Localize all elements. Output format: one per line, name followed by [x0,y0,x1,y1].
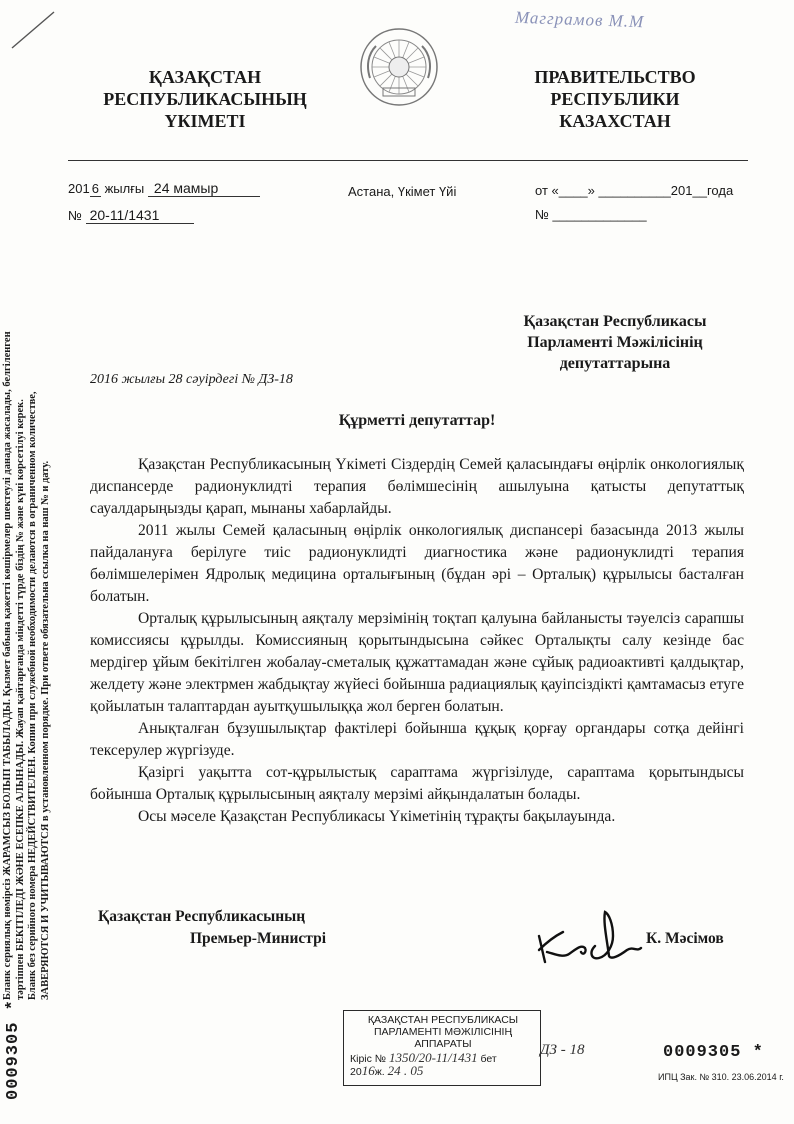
signatory-position [98,906,428,950]
registration-stamp [343,1010,541,1086]
side-note-line: Бланк без серийного номера НЕДЕЙСТВИТЕЛЕН. Копии при служебной необходимости делаются в ограниченном количестве, [27,391,38,1000]
body-paragraph: Орталық құрылысының аяқталу мерзімінің тоқтап қалуына байланысты тәуелсіз сарапшы комиссиясы құрылды. Комиссияның қорытындысына сәйкес Орталықты салу кезінде бас мердігер ұйым бекітілген жобалау-сметалық құжаттамадан және сұйық радиоактивті қалдықтар, желдету және электрмен жабдықтау жүйесі бойынша радиациялық қауіпсіздікті қамтамасыз етуге қойылатын талаптардан ауытқушылыққа жол берген болатын. [90,610,744,715]
date-kz [68,180,260,197]
number-kz [68,207,194,224]
org-kz-line: ҚАЗАҚСТАН [148,67,262,87]
stamp-year-value: 16 [361,1063,375,1078]
addressee-line: Қазақстан Республикасы [523,313,707,330]
addressee-line: депутаттарына [559,355,671,372]
org-kz-line: ҮКІМЕТІ [164,111,246,131]
stamp-bet-label: бет [480,1053,497,1065]
number-kz-value: 20-11/1431 [86,207,194,224]
state-emblem-icon [358,26,440,108]
side-note-line: Бланк сериялық нөмірсіз ЖАРАМСЫЗ БОЛЫП ТАБЫЛАДЫ. Қызмет бабына қажетті көшірмелер шектеулі данада жасалады, белгіленген [2,331,13,1000]
org-ru-line: РЕСПУБЛИКИ [550,89,680,109]
body-paragraph: Қазіргі уақытта сот-құрылыстық сараптама жүргізілуде, сараптама қорытындысы бойынша Орталық құрылысының аяқталу мерзімі айқындалатын болады. [90,764,744,803]
number-ru: № _____________ [535,207,647,222]
letter-body [90,454,744,828]
body-paragraph: 2011 жылы Семей қаласының өңірлік онкологиялық диспансері базасында 2013 жылы пайдалануға берілуге тиіс радионуклидті диагностика және радионуклидті терапия бөлімшелерімен Ядролық медицина орталығының (бұдан әрі – Орталық) құрылысы басталған болатын. [90,522,744,605]
body-paragraph: Қазақстан Республикасының Үкіметі Сіздердің Семей қаласындағы өңірлік онкологиялық диспансерде радионуклидті терапия бөлімшесінің ашылуына қатысты депутаттық сауалдарыңызды қарап, мынаны хабарлайды. [90,456,744,517]
stamp-kiris-label: Кіріс № [350,1053,387,1065]
handwritten-signature [533,906,645,968]
stamp-title-line: ҚАЗАҚСТАН РЕСПУБЛИКАСЫ [367,1014,519,1026]
stamp-year-label: ж. [374,1066,385,1078]
signatory-position-line: Премьер-Министрі [190,930,327,947]
date-kz-year-suffix: жылғы [104,181,145,196]
org-ru-line: КАЗАХСТАН [559,111,671,131]
org-ru-line: ПРАВИТЕЛЬСТВО [534,67,696,87]
org-name-ru [470,66,760,132]
side-note-line: тәртіппен БЕКІТІЛЕДІ ЖӘНЕ ЕСЕПКЕ АЛЫНАДЫ. Жауап қайтарғанда міндетті түрде біздің № және күні көрсетілуі керек. [14,399,26,1000]
salutation: Құрметті депутаттар! [338,412,496,429]
side-note [2,240,52,1000]
side-note-line: ЗАВЕРЯЮТСЯ И УЧИТЫВАЮТСЯ в установленном порядке. При ответе обязательна ссылка на наш № и дату. [39,460,51,1000]
serial-number-right: 0009305 * [663,1043,764,1062]
org-kz-line: РЕСПУБЛИКАСЫНЫҢ [103,89,307,109]
date-kz-year-digit: 6 [91,181,99,196]
header-divider [68,160,748,161]
body-paragraph: Осы мәселе Қазақстан Республикасы Үкіметінің тұрақты бақылауында. [138,808,616,825]
serial-number-left: 0009305 * [4,999,23,1100]
addressee-line: Парламенті Мәжілісінің [527,334,703,351]
body-paragraph: Анықталған бұзушылықтар фактілері бойынша құқық қорғау органдары сотқа дейінгі тексерулер жүргізуде. [90,720,744,759]
number-kz-label: № [68,208,82,223]
date-kz-value: 24 мамыр [148,180,260,197]
signatory-name: К. Мәсімов [646,930,724,947]
date-kz-year-prefix: 201 [68,181,90,196]
date-ru: от «____» __________201__года [535,183,734,198]
reference-line: 2016 жылғы 28 сәуірдегі № ДЗ-18 [90,372,293,387]
stamp-kiris-value: 1350/20-11/1431 [388,1050,478,1065]
print-code: ИПЦ Зак. № 310. 23.06.2014 г. [658,1072,784,1082]
stamp-handwritten-ref: ДЗ - 18 [540,1042,585,1058]
stamp-title-line: АППАРАТЫ [414,1038,472,1050]
stamp-incoming-row [350,1052,536,1065]
handwritten-name: Магграмов М.М [514,7,645,32]
stamp-title-line: ПАРЛАМЕНТІ МӘЖІЛІСІНІҢ [373,1026,513,1038]
signatory-position-line: Қазақстан Республикасының [98,908,306,925]
pen-stroke-mark [8,8,58,52]
place-of-issue: Астана, Үкімет Үйі [348,184,457,199]
org-name-kz [60,66,350,132]
stamp-date-row [350,1065,536,1078]
stamp-date-value: 24 . 05 [387,1063,424,1078]
stamp-year-prefix: 20 [350,1066,362,1078]
addressee [470,311,760,374]
